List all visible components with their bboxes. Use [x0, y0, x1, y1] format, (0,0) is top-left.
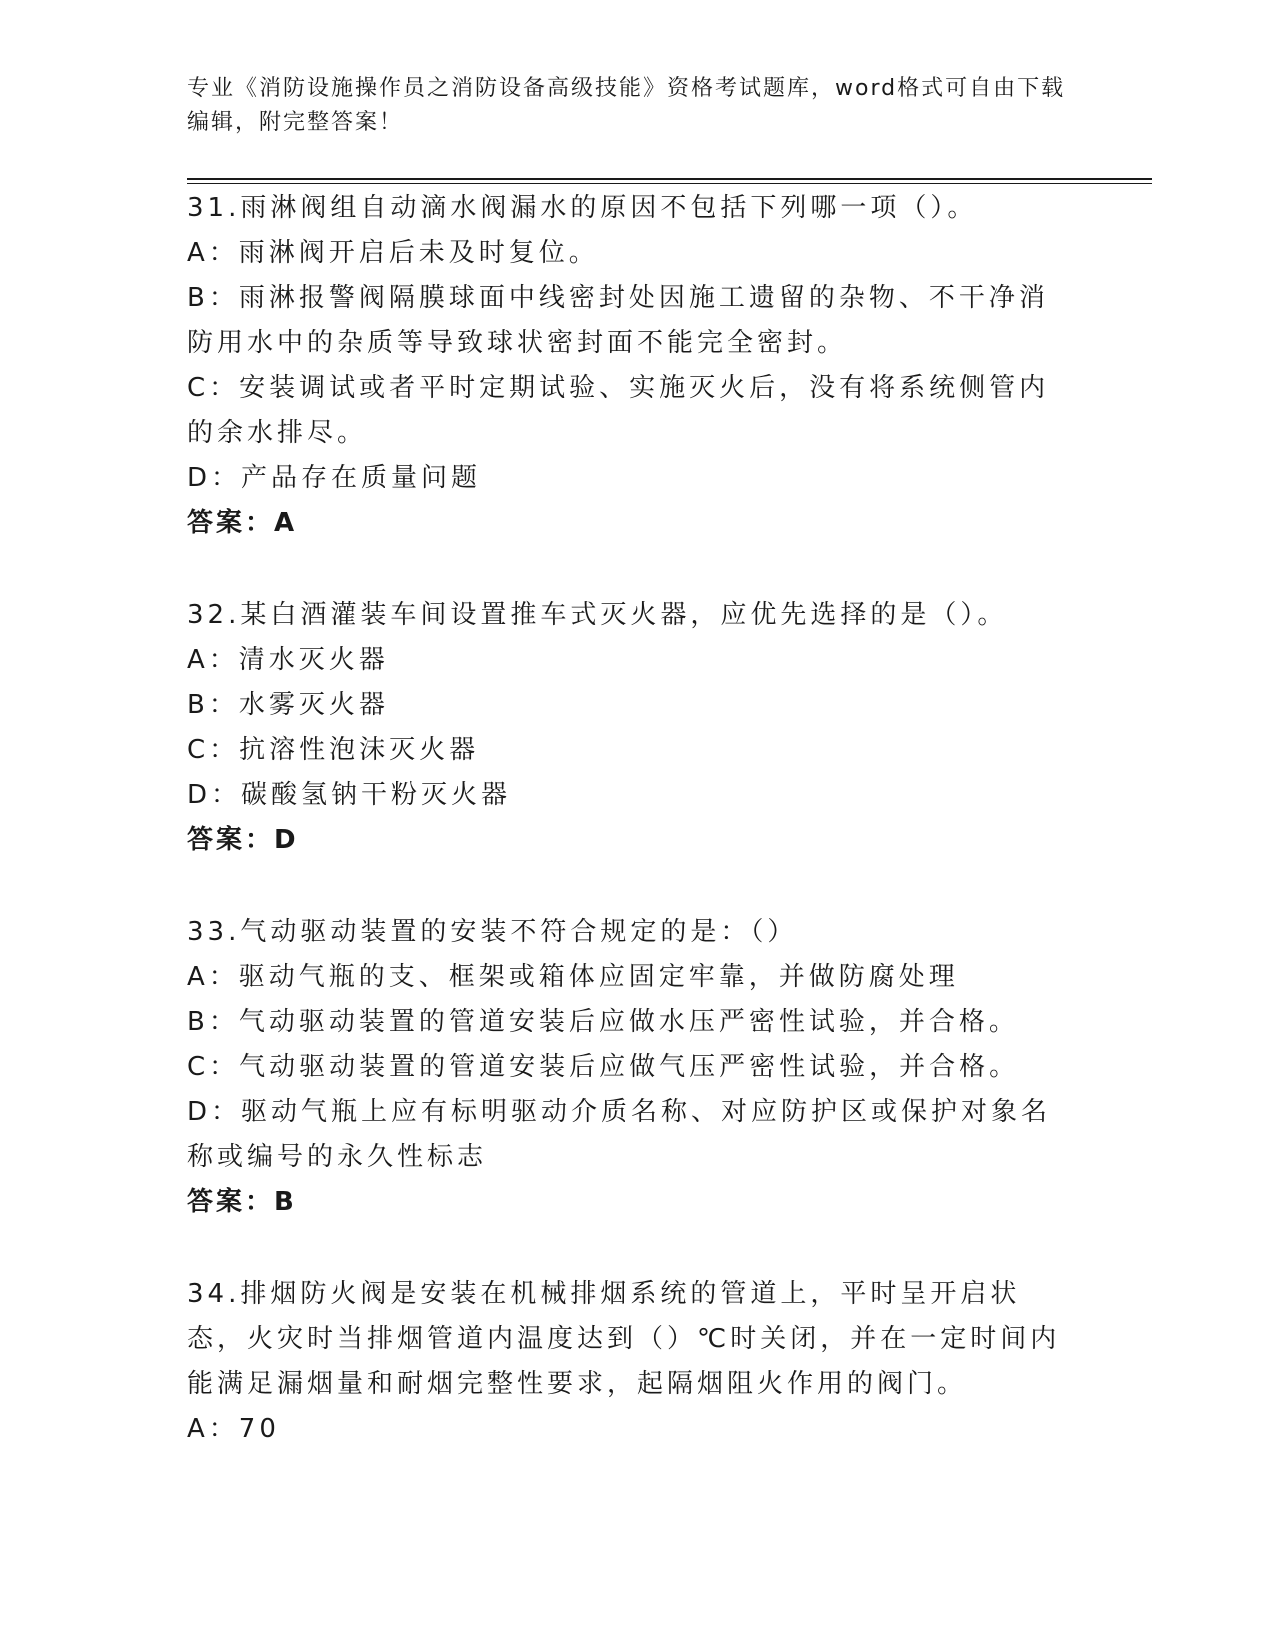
question-31 [187, 186, 1077, 546]
option-b: B：气动驱动装置的管道安装后应做水压严密性试验，并合格。 [187, 1007, 1019, 1037]
option-a: A：清水灭火器 [187, 645, 389, 675]
question-text: 32.某白酒灌装车间设置推车式灭火器，应优先选择的是（）。 [187, 600, 1008, 630]
option-b: B：水雾灭火器 [187, 690, 389, 720]
option-c: C：气动驱动装置的管道安装后应做气压严密性试验，并合格。 [187, 1052, 1020, 1082]
answer: 答案：B [187, 1187, 297, 1217]
question-list [187, 186, 1077, 1452]
option-a: A：70 [187, 1414, 280, 1444]
option-d: D：产品存在质量问题 [187, 463, 482, 493]
question-text: 31.雨淋阀组自动滴水阀漏水的原因不包括下列哪一项（）。 [187, 193, 978, 223]
spacer [187, 546, 1077, 593]
option-d: D：碳酸氢钠干粉灭火器 [187, 780, 512, 810]
option-a: A：驱动气瓶的支、框架或箱体应固定牢靠，并做防腐处理 [187, 962, 959, 992]
question-32 [187, 593, 1077, 863]
answer: 答案：A [187, 508, 298, 538]
option-b: B：雨淋报警阀隔膜球面中线密封处因施工遗留的杂物、不干净消防用水中的杂质等导致球状密封面不能完全密封。 [187, 283, 1049, 358]
option-c: C：安装调试或者平时定期试验、实施灭火后，没有将系统侧管内的余水排尽。 [187, 373, 1050, 448]
question-text: 33.气动驱动装置的安装不符合规定的是：（） [187, 917, 798, 947]
question-34 [187, 1272, 1077, 1452]
answer: 答案：D [187, 825, 299, 855]
question-text: 34.排烟防火阀是安装在机械排烟系统的管道上，平时呈开启状态，火灾时当排烟管道内温度达到（）℃时关闭，并在一定时间内能满足漏烟量和耐烟完整性要求，起隔烟阻火作用的阀门。 [187, 1279, 1061, 1399]
spacer [187, 1225, 1077, 1272]
header-divider-thick [187, 178, 1152, 180]
spacer [187, 863, 1077, 910]
option-d: D：驱动气瓶上应有标明驱动介质名称、对应防护区或保护对象名称或编号的永久性标志 [187, 1097, 1052, 1172]
question-33 [187, 910, 1077, 1225]
option-c: C：抗溶性泡沫灭火器 [187, 735, 480, 765]
document-header: 专业《消防设施操作员之消防设备高级技能》资格考试题库，word格式可自由下载编辑，附完整答案！ [187, 76, 1066, 135]
header-divider-thin [187, 183, 1152, 184]
option-a: A：雨淋阀开启后未及时复位。 [187, 238, 599, 268]
